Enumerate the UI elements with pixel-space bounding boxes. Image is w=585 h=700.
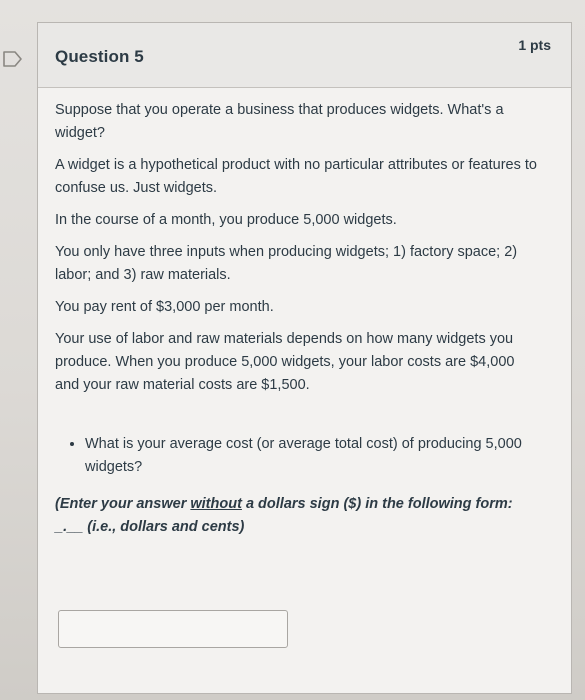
question-bullet-list (55, 433, 540, 479)
answer-input[interactable] (58, 610, 288, 648)
question-paragraph: You only have three inputs when producing widgets; 1) factory space; 2) labor; and 3) raw materials. (55, 244, 518, 283)
question-points: 1 pts (518, 37, 551, 53)
question-card (37, 22, 572, 694)
question-paragraph: In the course of a month, you produce 5,000 widgets. (55, 212, 397, 228)
question-body (55, 99, 540, 548)
question-paragraph: You pay rent of $3,000 per month. (55, 299, 274, 315)
instructions-part-1: (Enter your answer (55, 496, 191, 512)
answer-instructions (55, 493, 540, 539)
instructions-part-2: a dollars sign ($) in the following form: _.__ (i.e., dollars and cents) (55, 496, 513, 535)
question-header (38, 23, 571, 88)
instructions-emphasis: without (190, 496, 242, 512)
question-paragraph: Suppose that you operate a business that produces widgets. What's a widget? (55, 102, 504, 141)
question-paragraph: Your use of labor and raw materials depends on how many widgets you produce. When you produce 5,000 widgets, your labor costs are $4,000 and your raw material costs are $1,500. (55, 331, 515, 393)
question-paragraph: A widget is a hypothetical product with no particular attributes or features to confuse us. Just widgets. (55, 157, 537, 196)
question-bullet-item: • What is your average cost (or average total cost) of producing 5,000 widgets? (85, 433, 540, 479)
flag-icon[interactable] (2, 50, 24, 68)
question-title: Question 5 (55, 47, 144, 66)
